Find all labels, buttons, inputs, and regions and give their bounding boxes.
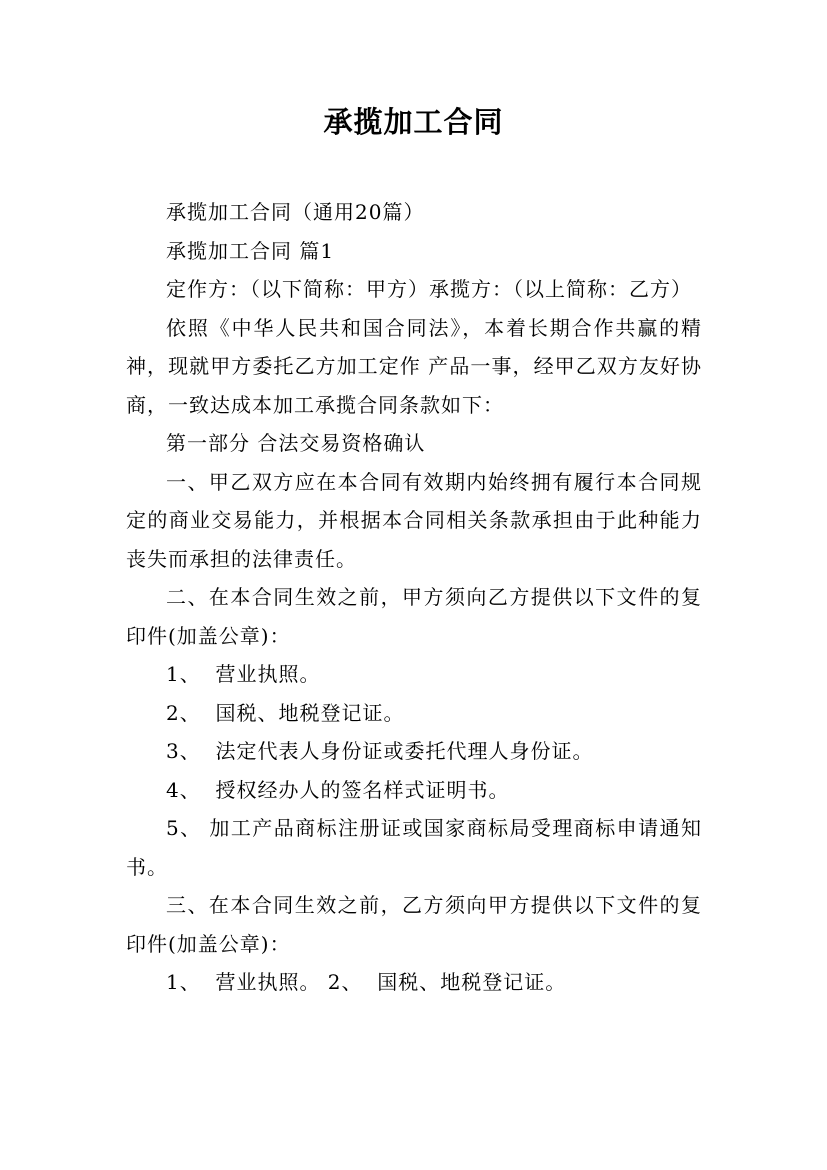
list-item: 5、 加工产品商标注册证或国家商标局受理商标申请通知书。 [126, 816, 702, 879]
paragraph-section-heading: 承揽加工合同 篇1 [166, 238, 335, 263]
paragraph-parties: 定作方：（以下简称：甲方）承揽方：（以上简称：乙方） [166, 277, 692, 301]
list-item: 3、 法定代表人身份证或委托代理人身份证。 [166, 739, 594, 763]
list-item: 1、 营业执照。 2、 国税、地税登记证。 [166, 970, 567, 994]
list-item: 2、 国税、地税登记证。 [166, 700, 405, 725]
paragraph-clause-two: 二、在本合同生效之前，甲方须向乙方提供以下文件的复印件(加盖公章)： [126, 585, 702, 648]
paragraph-clause-one: 一、甲乙双方应在本合同有效期内始终拥有履行本合同规定的商业交易能力，并根据本合同相关条款承担由于此种能力丧失而承担的法律责任。 [126, 469, 702, 571]
paragraph-subtitle: 承揽加工合同（通用20篇） [166, 200, 425, 224]
list-item: 4、 授权经办人的签名样式证明书。 [166, 777, 510, 802]
paragraph-clause-three: 三、在本合同生效之前，乙方须向甲方提供以下文件的复印件(加盖公章)： [126, 893, 702, 956]
document-body [126, 193, 702, 1002]
paragraph-preamble: 依照《中华人民共和国合同法》，本着长期合作共赢的精神，现就甲方委托乙方加工定作 产品一事，经甲乙双方友好协商，一致达成本加工承揽合同条款如下： [126, 315, 702, 417]
list-item: 1、 营业执照。 [166, 662, 321, 686]
paragraph-part-one-heading: 第一部分 合法交易资格确认 [166, 431, 426, 455]
document-title: 承揽加工合同 [323, 105, 504, 139]
